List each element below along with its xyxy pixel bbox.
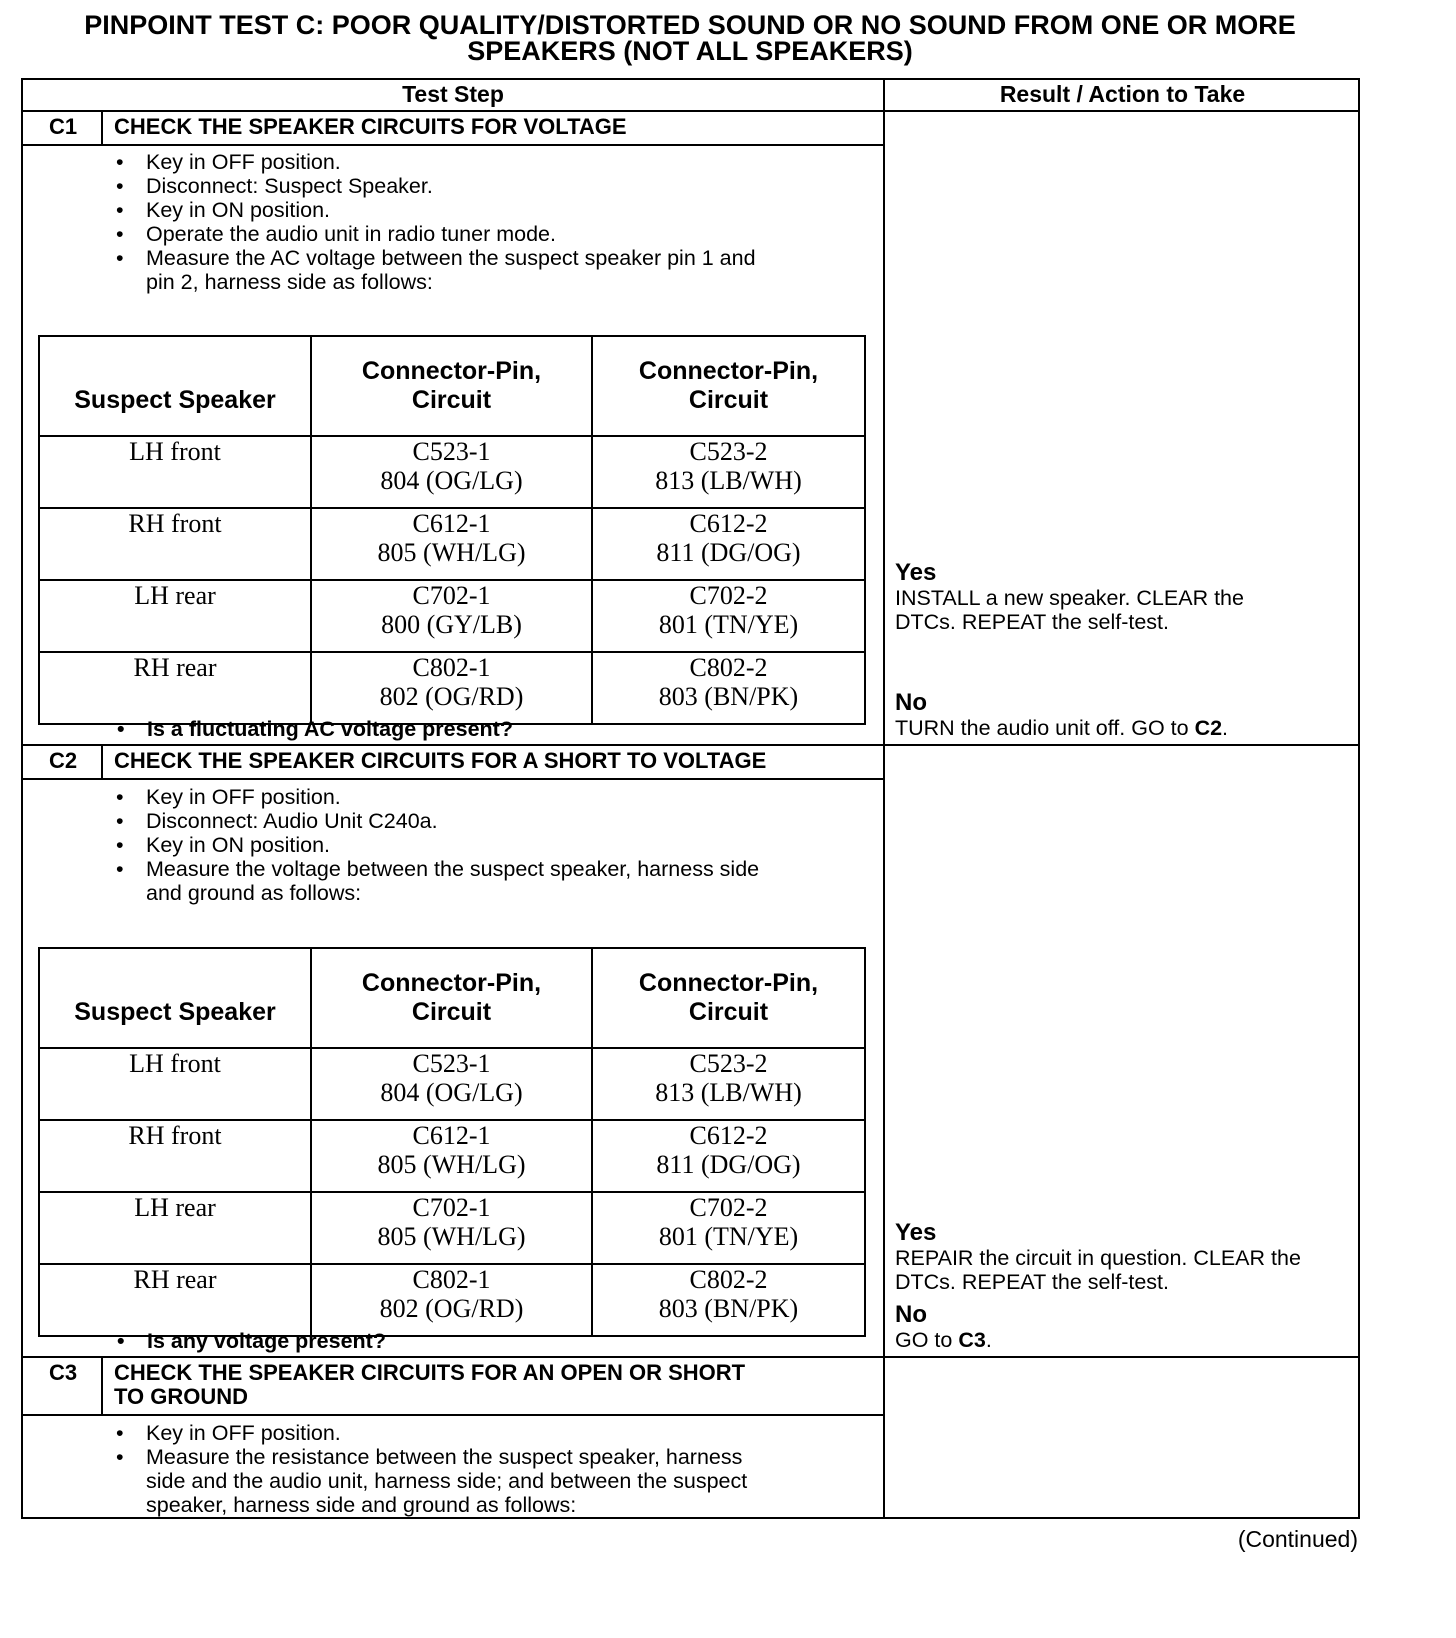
table-row: [39, 436, 865, 508]
c1-bullet-4: • Operate the audio unit in radio tuner mode.: [108, 222, 756, 246]
header-test-step: Test Step: [402, 81, 504, 107]
c3-bullet-1: • Key in OFF position.: [108, 1421, 747, 1445]
step-id-c3: C3: [48, 1360, 78, 1385]
c2-yes-label: Yes: [895, 1219, 937, 1246]
speaker-cell: LH rear: [39, 580, 311, 652]
speaker-cell: LH front: [39, 436, 311, 508]
col-connector-pin-b: Connector-Pin, Circuit: [592, 336, 865, 436]
c2-no-result: [895, 1302, 1365, 1352]
c3-instructions: [108, 1421, 747, 1517]
c2-bullet-2: • Disconnect: Audio Unit C240a.: [108, 809, 759, 833]
c1-question: • Is a fluctuating AC voltage present?: [147, 717, 513, 741]
pin-cell: C523-2 813 (LB/WH): [592, 1048, 865, 1120]
title-line-2: SPEAKERS (NOT ALL SPEAKERS): [467, 36, 913, 66]
column-divider: [883, 80, 885, 1519]
step-title-c3-line-1: CHECK THE SPEAKER CIRCUITS FOR AN OPEN OR SHORT: [114, 1360, 746, 1385]
step-title-c2: CHECK THE SPEAKER CIRCUITS FOR A SHORT TO VOLTAGE: [114, 748, 767, 773]
c2-title-divider: [23, 778, 883, 780]
c3-bullet-2-cont-1: side and the audio unit, harness side; and between the suspect: [146, 1469, 748, 1493]
c3-bullet-2: • Measure the resistance between the suspect speaker, harness: [108, 1445, 747, 1469]
step-title-c1: CHECK THE SPEAKER CIRCUITS FOR VOLTAGE: [114, 114, 627, 139]
c2-no-step-ref: C3: [958, 1328, 986, 1352]
pin-cell: C612-1 805 (WH/LG): [311, 508, 592, 580]
c1-title-divider: [23, 144, 883, 146]
c3-bullet-2-cont-2: speaker, harness side and ground as follows:: [146, 1493, 577, 1517]
page-title: [0, 12, 1380, 64]
c1-yes-line-1: INSTALL a new speaker. CLEAR the: [895, 586, 1244, 610]
table-row: [39, 508, 865, 580]
c2-instructions: [108, 785, 759, 905]
title-line-1: PINPOINT TEST C: POOR QUALITY/DISTORTED SOUND OR NO SOUND FROM ONE OR MORE: [84, 10, 1296, 40]
c2-yes-line-1: REPAIR the circuit in question. CLEAR the: [895, 1246, 1301, 1270]
table-row: [39, 1264, 865, 1336]
c1-bottom-divider: [23, 744, 1360, 746]
speaker-cell: RH front: [39, 1120, 311, 1192]
pin-cell: C802-1 802 (OG/RD): [311, 652, 592, 724]
col-suspect-speaker: Suspect Speaker: [39, 336, 311, 436]
pin-cell: C702-1 805 (WH/LG): [311, 1192, 592, 1264]
c2-bullet-4: • Measure the voltage between the suspect speaker, harness side: [108, 857, 759, 881]
c3-title-divider: [23, 1414, 883, 1416]
pin-cell: C802-2 803 (BN/PK): [592, 1264, 865, 1336]
speaker-cell: RH rear: [39, 652, 311, 724]
step-title-c3-line-2: TO GROUND: [114, 1384, 249, 1409]
pin-cell: C802-1 802 (OG/RD): [311, 1264, 592, 1336]
table-row: [39, 1192, 865, 1264]
pin-cell: C702-1 800 (GY/LB): [311, 580, 592, 652]
pin-cell: C612-2 811 (DG/OG): [592, 1120, 865, 1192]
pin-cell: C802-2 803 (BN/PK): [592, 652, 865, 724]
c1-connector-table: [38, 335, 866, 725]
header-divider: [23, 110, 1360, 112]
col-connector-pin-a: Connector-Pin, Circuit: [311, 948, 592, 1048]
continued-note: (Continued): [1237, 1526, 1358, 1552]
col-suspect-speaker: Suspect Speaker: [39, 948, 311, 1048]
c2-yes-result: [895, 1220, 1365, 1294]
pin-cell: C612-2 811 (DG/OG): [592, 508, 865, 580]
table-row: [39, 652, 865, 724]
step-id-c1: C1: [48, 114, 78, 139]
pin-cell: C523-2 813 (LB/WH): [592, 436, 865, 508]
c1-bullet-3: • Key in ON position.: [108, 198, 756, 222]
pin-cell: C523-1 804 (OG/LG): [311, 436, 592, 508]
c1-no-label: No: [895, 689, 927, 716]
c1-no-action: TURN the audio unit off. GO to C2.: [895, 716, 1229, 740]
c1-yes-line-2: DTCs. REPEAT the self-test.: [895, 610, 1169, 634]
c2-no-label: No: [895, 1301, 927, 1328]
c1-bullet-5: • Measure the AC voltage between the suspect speaker pin 1 and: [108, 246, 756, 270]
c1-bullet-5-cont: pin 2, harness side as follows:: [146, 270, 433, 294]
c2-bullet-4-cont: and ground as follows:: [146, 881, 362, 905]
step-title-c3: [114, 1361, 745, 1409]
speaker-cell: RH rear: [39, 1264, 311, 1336]
step-id-c2: C2: [48, 748, 78, 773]
c1-bullet-1: • Key in OFF position.: [108, 150, 756, 174]
pin-cell: C702-2 801 (TN/YE): [592, 580, 865, 652]
c2-bullet-3: • Key in ON position.: [108, 833, 759, 857]
c2-no-action: GO to C3.: [895, 1328, 992, 1352]
c1-bullet-2: • Disconnect: Suspect Speaker.: [108, 174, 756, 198]
c1-yes-label: Yes: [895, 559, 937, 586]
pin-cell: C523-1 804 (OG/LG): [311, 1048, 592, 1120]
speaker-cell: LH front: [39, 1048, 311, 1120]
c2-bottom-divider: [23, 1356, 1360, 1358]
header-result: Result / Action to Take: [999, 81, 1246, 107]
c2-question: • Is any voltage present?: [147, 1329, 386, 1353]
speaker-cell: RH front: [39, 508, 311, 580]
pin-cell: C702-2 801 (TN/YE): [592, 1192, 865, 1264]
pin-cell: C612-1 805 (WH/LG): [311, 1120, 592, 1192]
c1-yes-result: [895, 560, 1365, 634]
table-row: [39, 1048, 865, 1120]
table-row: [39, 1120, 865, 1192]
pinpoint-test-table: [21, 78, 1360, 1519]
c2-bullet-1: • Key in OFF position.: [108, 785, 759, 809]
speaker-cell: LH rear: [39, 1192, 311, 1264]
col-connector-pin-b: Connector-Pin, Circuit: [592, 948, 865, 1048]
table-row: [39, 580, 865, 652]
c1-instructions: [108, 150, 756, 294]
col-connector-pin-a: Connector-Pin, Circuit: [311, 336, 592, 436]
c1-no-step-ref: C2: [1194, 716, 1223, 740]
c2-connector-table: [38, 947, 866, 1337]
c1-no-result: [895, 690, 1365, 740]
c2-yes-line-2: DTCs. REPEAT the self-test.: [895, 1270, 1169, 1294]
